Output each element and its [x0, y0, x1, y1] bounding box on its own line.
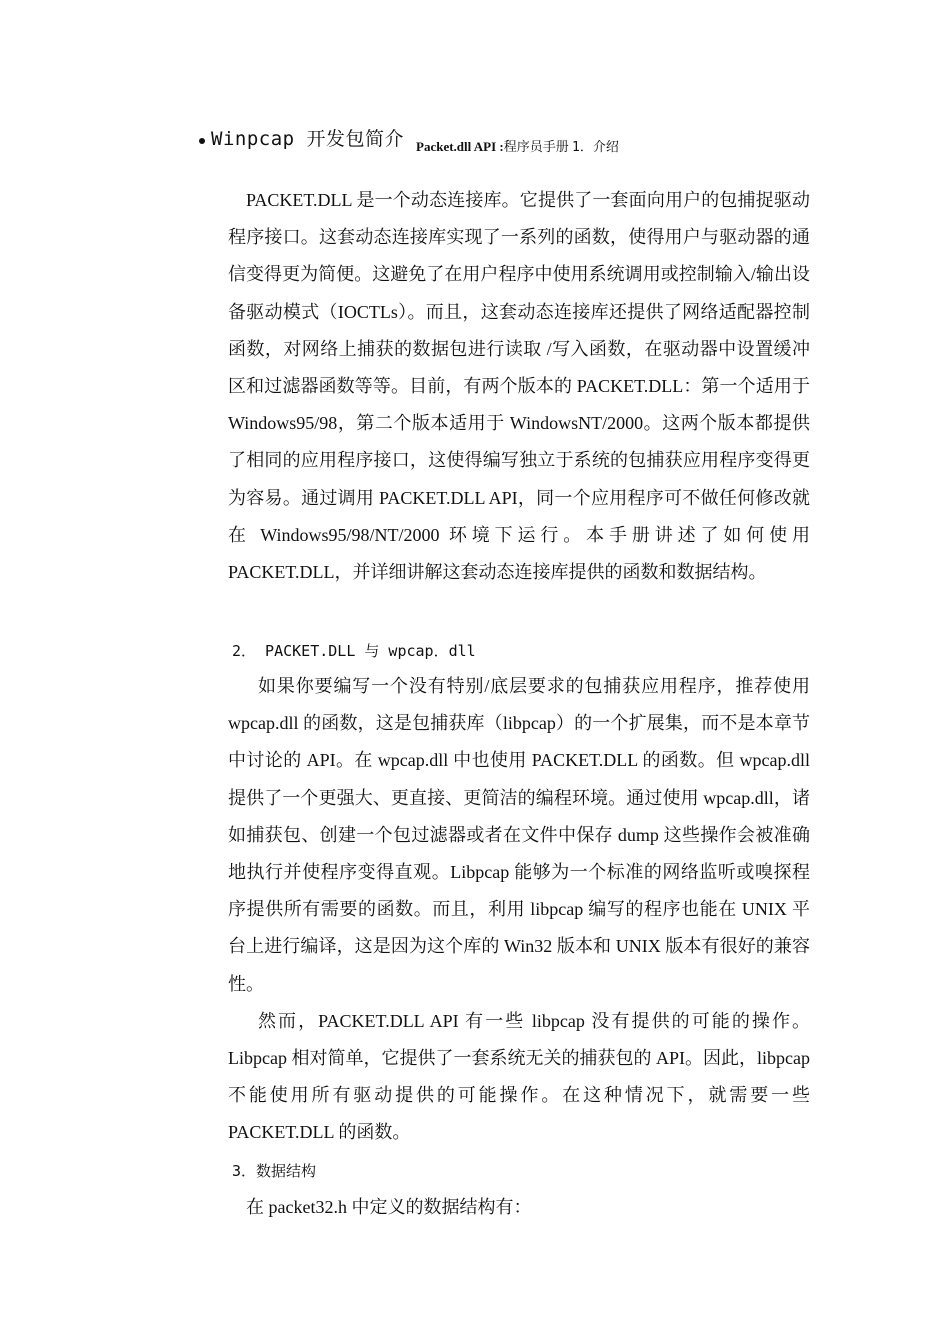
section2-body	[228, 668, 810, 1152]
section2-paragraph-1: 如果你要编写一个没有特别/底层要求的包捕获应用程序，推荐使用 wpcap.dll 的函数，这是包捕获库（libpcap）的一个扩展集，而不是本章节中讨论的 API。在 wpcap.dll 中也使用 PACKET.DLL 的函数。但 wpcap.dll 提供了一个更强大、更直接、更简洁的编程环境。通过使用 wpcap.dll，诸如捕获包、创建一个包过滤器或者在文件中保存 dump 这些操作会被准确地执行并使程序变得直观。Libpcap 能够为一个标准的网络监听或嗅探程序提供所有需要的函数。而且，利用 libpcap 编写的程序也能在 UNIX 平台上进行编译，这是因为这个库的 Win32 版本和 UNIX 版本有很好的兼容性。	[228, 676, 810, 994]
section3-body	[228, 1189, 810, 1226]
header-subtitle-en: Packet.dll API :	[416, 139, 504, 154]
intro-section	[228, 182, 810, 591]
header-title: Winpcap 开发包简介	[211, 128, 405, 150]
section3-heading: 3．数据结构	[232, 1162, 317, 1180]
intro-paragraph: PACKET.DLL 是一个动态连接库。它提供了一套面向用户的包捕捉驱动程序接口。这套动态连接库实现了一系列的函数，使得用户与驱动器的通信变得更为简便。这避免了在用户程序中使用系统调用或控制输入/输出设备驱动模式（IOCTLs）。而且，这套动态连接库还提供了网络适配器控制函数，对网络上捕获的数据包进行读取 /写入函数，在驱动器中设置缓冲区和过滤器函数等等。目前，有两个版本的 PACKET.DLL：第一个适用于 Windows95/98，第二个版本适用于 WindowsNT/2000。这两个版本都提供了相同的应用程序接口，这使得编写独立于系统的包捕获应用程序变得更为容易。通过调用 PACKET.DLL API，同一个应用程序可不做任何修改就在 Windows95/98/NT/2000 环境下运行。本手册讲述了如何使用 PACKET.DLL，并详细讲解这套动态连接库提供的函数和数据结构。	[228, 190, 810, 583]
section2-heading: 2． PACKET.DLL 与 wpcap．dll	[232, 642, 476, 660]
header-subtitle	[416, 136, 619, 155]
bullet-icon	[199, 138, 205, 144]
header-subtitle-num: 1．介绍	[572, 140, 619, 155]
section3-paragraph-1: 在 packet32.h 中定义的数据结构有：	[246, 1197, 532, 1217]
header-subtitle-cn: 程序员手册	[503, 139, 569, 154]
section2-paragraph-2: 然而，PACKET.DLL API 有一些 libpcap 没有提供的可能的操作。Libpcap 相对简单，它提供了一套系统无关的捕获包的 API。因此，libpcap 不能使用所有驱动提供的可能操作。在这种情况下，就需要一些 PACKET.DLL 的函数。	[228, 1010, 810, 1143]
page-header	[199, 124, 719, 154]
